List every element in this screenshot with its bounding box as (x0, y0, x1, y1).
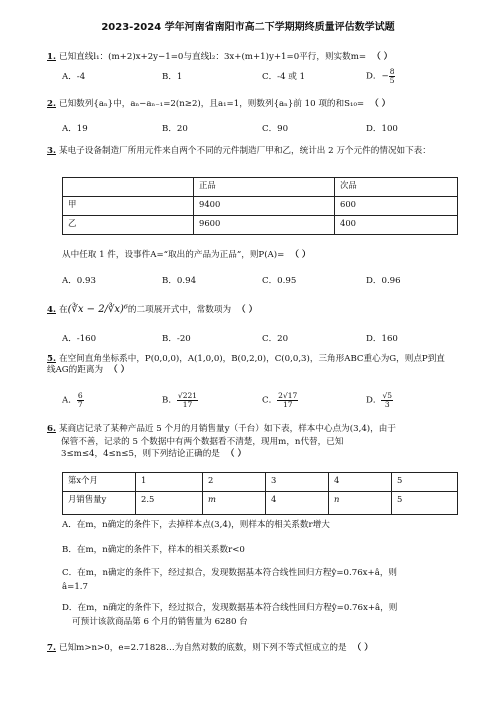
denominator: 7 (77, 399, 83, 409)
option-label: B． (162, 395, 177, 406)
question-number: 5. (47, 354, 56, 364)
question-text: 从中任取 1 件，设事件A=“取出的产品为正品”，则P(A)= (62, 250, 285, 260)
option-b: B．1 (162, 72, 183, 82)
question-number: 6. (47, 424, 56, 434)
numerator: √5 (382, 391, 393, 400)
question-stem: 已知直线l₁：(m+2)x+2y−1=0与直线l₂：3x+(m+1)y+1=0平行，则实数m= (58, 52, 367, 62)
options-q2 (62, 124, 462, 138)
option-c: C．0.95 (262, 276, 297, 286)
stem-line-1 (47, 424, 457, 435)
options-q1 (62, 67, 462, 86)
question-number: 7. (47, 643, 56, 653)
table-cell: 月销售量y (63, 492, 136, 515)
option-label: C． (262, 395, 278, 406)
table-cell: 400 (335, 216, 458, 235)
question-3-continuation (62, 250, 462, 261)
table-row (63, 178, 458, 197)
table-row (63, 492, 458, 515)
option-d-line-1: D．在m，n确定的条件下，经过拟合，发现数据基本符合线性回归方程ŷ=0.76x+â，则 (62, 603, 398, 613)
options-q3 (62, 276, 462, 290)
minus-sign: − (381, 71, 389, 82)
question-stem: 某电子设备制造厂所用元件来自两个不同的元件制造厂甲和乙，统计出 2 万个元件的情况如下表： (58, 146, 431, 156)
option-d: D．100 (366, 124, 398, 134)
table-row (63, 473, 458, 492)
fraction (77, 392, 84, 408)
option-label: D． (366, 395, 382, 406)
table-row (63, 216, 458, 235)
answer-parentheses: （ ） (352, 643, 373, 653)
table-cell: 1 (136, 473, 203, 492)
question-number: 1. (47, 52, 56, 62)
option-c: C．-4 或 1 (262, 72, 306, 82)
question-number: 2. (47, 99, 56, 109)
options-q4 (62, 334, 462, 348)
fraction (177, 392, 198, 408)
question-text: 的二项展开式中，常数项为 (127, 305, 232, 315)
option-d: D．0.96 (366, 276, 401, 286)
question-4 (47, 304, 457, 317)
answer-parentheses: （ ） (372, 52, 393, 62)
denominator: 17 (182, 399, 193, 409)
fraction (277, 392, 298, 408)
option-b: B．在m，n确定的条件下，样本的相关系数r<0 (62, 545, 245, 555)
answer-parentheses: （ ） (370, 99, 391, 109)
question-number: 3. (47, 146, 56, 156)
table-cell: 乙 (63, 216, 194, 235)
table-cell: 5 (392, 473, 458, 492)
option-a: A．19 (62, 124, 88, 134)
option-d: D．160 (366, 334, 398, 344)
table-cell: 第x个月 (63, 473, 136, 492)
option-a (62, 392, 84, 408)
table-cell: 正品 (194, 178, 335, 197)
table-cell: 9400 (194, 197, 335, 216)
numerator: 2√17 (278, 391, 298, 400)
table-cell: n (329, 492, 392, 515)
option-c: C．90 (262, 124, 289, 134)
option-b (162, 392, 198, 408)
question-text: 某商店记录了某种产品近 5 个月的月销售量y（千台）如下表，样本中心点为(3,4)，由于 (58, 424, 396, 434)
option-b: B．-20 (162, 334, 191, 344)
question-text: 3≤m≤4，4≤n≤5，则下列结论正确的是 (61, 449, 220, 460)
option-a: A．-160 (62, 334, 97, 344)
numerator: 6 (77, 391, 83, 400)
table-cell: 次品 (335, 178, 458, 197)
option-b: B．0.94 (162, 276, 197, 286)
option-c: C．20 (262, 334, 289, 344)
option-d-line-2: 可预计该款商品第 6 个月的销售量为 6280 台 (72, 616, 248, 627)
option-c (62, 568, 462, 592)
table-cell: 4 (266, 492, 329, 515)
table-cell (63, 178, 194, 197)
option-b: B．20 (162, 124, 188, 134)
table-cell: 2 (203, 473, 266, 492)
option-d (366, 68, 395, 84)
table-cell: 9600 (194, 216, 335, 235)
option-c-line-1: C．在m，n确定的条件下，经过拟合，发现数据基本符合线性回归方程ŷ=0.76x+â，则 (62, 568, 398, 578)
question-stem: 已知m>n>0，e=2.71828…为自然对数的底数，则下列不等式恒成立的是 (58, 643, 347, 653)
question-1 (47, 52, 457, 63)
fraction (389, 68, 396, 84)
table-cell: 600 (335, 197, 458, 216)
question-3 (47, 146, 457, 157)
question-6 (47, 424, 457, 460)
question-7 (47, 643, 457, 654)
table-cell: 4 (329, 473, 392, 492)
component-table (62, 177, 458, 235)
table-row (63, 197, 458, 216)
denominator: 17 (282, 399, 293, 409)
question-2 (47, 99, 457, 110)
table-cell: 3 (266, 473, 329, 492)
stem-line-2: 保管不善，记录的 5 个数据中有两个数据看不清楚，现用m，n代替，已知 (61, 436, 344, 447)
sales-table (62, 472, 458, 515)
option-a: A．在m，n确定的条件下，去掉样本点(3,4)，则样本的相关系数r增大 (62, 520, 330, 530)
numerator: √221 (177, 391, 198, 400)
option-d (62, 603, 462, 627)
question-text: 在 (58, 305, 68, 315)
binomial-expression: (∛x − 2/∛x)⁶ (67, 304, 128, 315)
option-d (366, 392, 393, 408)
option-c-line-2: â=1.7 (62, 581, 88, 592)
options-q5 (62, 392, 462, 414)
numerator: 8 (389, 67, 395, 76)
answer-parentheses: （ ） (225, 449, 247, 460)
denominator: 3 (384, 399, 390, 409)
table-cell: 5 (392, 492, 458, 515)
table-cell: 2.5 (136, 492, 203, 515)
option-d-label: D． (366, 71, 382, 82)
answer-parentheses: （ ） (290, 250, 311, 260)
fraction (381, 392, 393, 408)
table-cell: m (203, 492, 266, 515)
answer-parentheses: （ ） (237, 305, 258, 315)
question-stem: 已知数列{aₙ}中，aₙ−aₙ₋₁=2(n≥2)，且a₁=1，则数列{aₙ}前 10 项的和S₁₀= (58, 99, 365, 109)
question-number: 4. (47, 305, 56, 315)
stem-line-3 (47, 449, 457, 460)
denominator: 5 (389, 75, 395, 85)
option-a: A．0.93 (62, 276, 96, 286)
question-5 (47, 354, 447, 375)
exam-title: 2023-2024 学年河南省南阳市高二下学期期终质量评估数学试题 (101, 22, 395, 33)
option-c (262, 392, 298, 408)
option-a: A．-4 (62, 72, 86, 82)
answer-parentheses: （ ） (109, 364, 130, 375)
table-cell: 甲 (63, 197, 194, 216)
question-stem: 在空间直角坐标系中，P(0,0,0)，A(1,0,0)，B(0,2,0)，C(0,0,3)，三角形ABC重心为G，则点P到直线AG的距离为 (47, 354, 445, 375)
option-label: A． (62, 395, 77, 406)
